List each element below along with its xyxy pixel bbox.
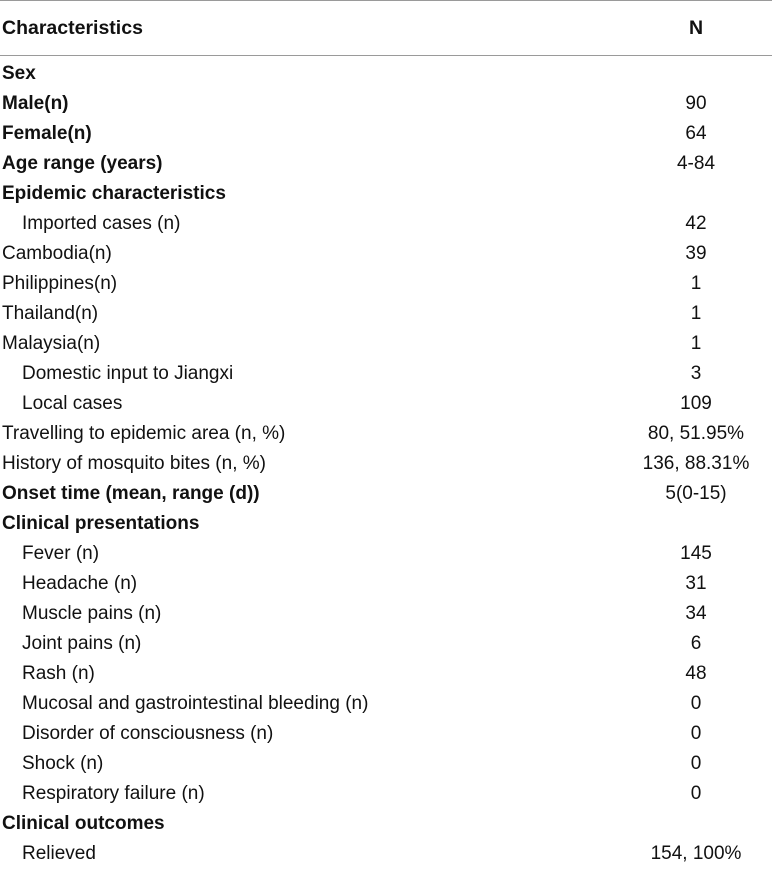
- row-label: Thailand(n): [2, 303, 99, 324]
- table-header: [0, 1, 772, 56]
- table-header-row: [0, 1, 772, 56]
- row-value: [620, 56, 772, 90]
- row-label: Malaysia(n): [2, 333, 101, 354]
- table-row: [0, 839, 772, 869]
- table-row: [0, 359, 772, 389]
- row-value: 109: [680, 393, 712, 414]
- row-value: 6: [690, 633, 702, 654]
- table-row: [0, 779, 772, 809]
- table-row: [0, 689, 772, 719]
- row-label: Headache (n): [22, 573, 138, 594]
- row-label: Domestic input to Jiangxi: [22, 363, 234, 384]
- row-value: 0: [690, 723, 702, 744]
- row-label: Epidemic characteristics: [2, 183, 226, 204]
- table-row: [0, 299, 772, 329]
- row-label: Sex: [2, 63, 36, 84]
- row-label: Philippines(n): [2, 273, 118, 294]
- table-row: [0, 569, 772, 599]
- row-label: Travelling to epidemic area (n, %): [2, 423, 286, 444]
- row-label: Imported cases (n): [22, 213, 181, 234]
- table-row: [0, 119, 772, 149]
- table-row: [0, 719, 772, 749]
- table-row: [0, 479, 772, 509]
- row-value: 48: [685, 663, 707, 684]
- table-row: [0, 749, 772, 779]
- table-row: [0, 179, 772, 209]
- row-value: 5(0-15): [665, 483, 727, 504]
- row-value: 4-84: [676, 153, 716, 174]
- row-value: 39: [685, 243, 707, 264]
- header-characteristics: Characteristics: [2, 16, 143, 39]
- row-value: 90: [685, 93, 707, 114]
- row-label: Male(n): [2, 93, 69, 114]
- row-label: Rash (n): [22, 663, 95, 684]
- row-label: Female(n): [2, 123, 92, 144]
- row-label: Cambodia(n): [2, 243, 112, 264]
- row-label: Clinical outcomes: [2, 813, 165, 834]
- row-label: Muscle pains (n): [22, 603, 162, 624]
- row-value: 3: [690, 363, 702, 384]
- row-value: 1: [690, 303, 702, 324]
- table-row: [0, 419, 772, 449]
- row-value: 145: [680, 543, 712, 564]
- table-row: [0, 599, 772, 629]
- row-label: Respiratory failure (n): [22, 783, 205, 804]
- row-label: Shock (n): [22, 753, 104, 774]
- row-value: 31: [685, 573, 707, 594]
- row-value: 80, 51.95%: [647, 423, 745, 444]
- row-value: 1: [690, 333, 702, 354]
- table-row: [0, 809, 772, 839]
- row-value: [620, 179, 772, 209]
- row-label: Disorder of consciousness (n): [22, 723, 274, 744]
- table-body: [0, 56, 772, 870]
- row-label: Clinical presentations: [2, 513, 200, 534]
- table-row: [0, 209, 772, 239]
- table-row: [0, 509, 772, 539]
- row-value: 0: [690, 753, 702, 774]
- table-row: [0, 389, 772, 419]
- row-label: Mucosal and gastrointestinal bleeding (n): [22, 693, 369, 714]
- row-label: History of mosquito bites (n, %): [2, 453, 266, 474]
- header-n: N: [688, 16, 704, 39]
- table-row: [0, 659, 772, 689]
- row-label: Local cases: [22, 393, 123, 414]
- row-value: 154, 100%: [650, 843, 742, 864]
- table-row: [0, 629, 772, 659]
- row-value: 0: [690, 783, 702, 804]
- row-value: 136, 88.31%: [642, 453, 750, 474]
- table-row: [0, 149, 772, 179]
- row-value: 1: [690, 273, 702, 294]
- row-label: Relieved: [22, 843, 96, 864]
- row-label: Age range (years): [2, 153, 163, 174]
- row-value: [620, 809, 772, 839]
- table-row: [0, 239, 772, 269]
- table-row: [0, 539, 772, 569]
- table-row: [0, 89, 772, 119]
- row-label: Fever (n): [22, 543, 100, 564]
- row-label: Onset time (mean, range (d)): [2, 483, 260, 504]
- table-row: [0, 269, 772, 299]
- row-value: [620, 509, 772, 539]
- table-row: [0, 329, 772, 359]
- row-value: 0: [690, 693, 702, 714]
- row-value: 34: [685, 603, 707, 624]
- table-row: [0, 56, 772, 90]
- row-label: Joint pains (n): [22, 633, 142, 654]
- table-row: [0, 449, 772, 479]
- row-value: 42: [685, 213, 707, 234]
- row-value: 64: [685, 123, 707, 144]
